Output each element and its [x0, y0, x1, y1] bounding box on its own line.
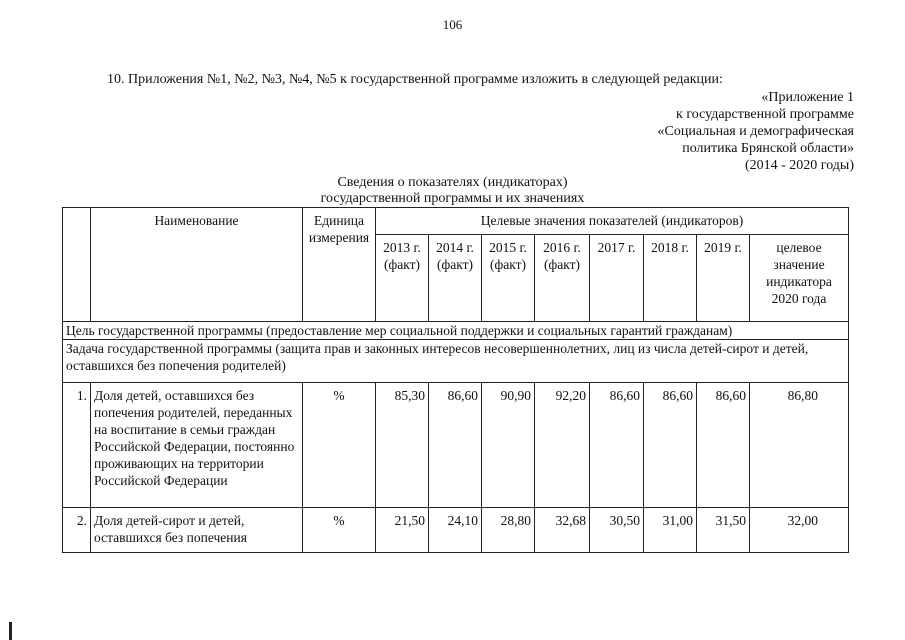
- table-row: [63, 508, 849, 553]
- program-task: Задача государственной программы (защита прав и законных интересов несовершеннолетних, лиц из числа детей-сирот и детей, оставшихся без попечения родителей): [63, 340, 849, 383]
- indicators-table: [62, 207, 849, 553]
- value-cell: 32,68: [535, 508, 590, 553]
- indicator-name: Доля детей-сирот и детей, оставшихся без попечения: [91, 508, 303, 553]
- value-cell: 85,30: [376, 383, 429, 508]
- header-row: [63, 208, 849, 235]
- target-value-cell: 32,00: [750, 508, 849, 553]
- task-row: [63, 340, 849, 383]
- header-target-2020: целевое значение индикатора 2020 года: [750, 235, 849, 322]
- value-cell: 92,20: [535, 383, 590, 508]
- page-number: 106: [442, 17, 463, 32]
- value-cell: 28,80: [482, 508, 535, 553]
- header-year: 2019 г.: [697, 235, 750, 322]
- indicator-unit: %: [303, 508, 376, 553]
- indicator-unit: %: [303, 383, 376, 508]
- value-cell: 86,60: [644, 383, 697, 508]
- header-year: 2013 г. (факт): [376, 235, 429, 322]
- header-year: 2018 г.: [644, 235, 697, 322]
- table-title: [0, 175, 905, 207]
- row-number: 1.: [63, 383, 91, 508]
- table-title-line: Сведения о показателях (индикаторах): [337, 175, 568, 190]
- appendix-header: [658, 89, 854, 174]
- table-title-line: государственной программы и их значениях: [320, 191, 585, 206]
- header-name: Наименование: [91, 208, 303, 322]
- value-cell: 24,10: [429, 508, 482, 553]
- indicator-name: Доля детей, оставшихся без попечения родителей, переданных на воспитание в семьи граждан Российской Федерации, постоянно проживающих на территории Российской Федерации: [91, 383, 303, 508]
- intro-paragraph: 10. Приложения №1, №2, №3, №4, №5 к государственной программе изложить в следующей редакции:: [107, 72, 723, 87]
- value-cell: 31,00: [644, 508, 697, 553]
- appendix-header-line: (2014 - 2020 годы): [744, 158, 854, 173]
- value-cell: 21,50: [376, 508, 429, 553]
- value-cell: 30,50: [590, 508, 644, 553]
- row-number: 2.: [63, 508, 91, 553]
- value-cell: 31,50: [697, 508, 750, 553]
- header-unit: Единица измерения: [303, 208, 376, 322]
- target-value-cell: 86,80: [750, 383, 849, 508]
- value-cell: 86,60: [697, 383, 750, 508]
- value-cell: 90,90: [482, 383, 535, 508]
- value-cell: 86,60: [429, 383, 482, 508]
- header-year: 2017 г.: [590, 235, 644, 322]
- header-target-values: Целевые значения показателей (индикаторов): [376, 208, 849, 235]
- goal-row: [63, 322, 849, 340]
- table-row: [63, 383, 849, 508]
- scan-edge-mark: [9, 622, 12, 640]
- appendix-header-line: «Социальная и демографическая: [657, 124, 854, 139]
- program-goal: Цель государственной программы (предоставление мер социальной поддержки и социальных гарантий гражданам): [63, 322, 849, 340]
- header-year: 2015 г. (факт): [482, 235, 535, 322]
- header-year: 2014 г. (факт): [429, 235, 482, 322]
- value-cell: 86,60: [590, 383, 644, 508]
- header-num-cell: [63, 208, 91, 322]
- appendix-header-line: «Приложение 1: [761, 90, 854, 105]
- appendix-header-line: политика Брянской области»: [682, 141, 854, 156]
- header-year: 2016 г. (факт): [535, 235, 590, 322]
- appendix-header-line: к государственной программе: [676, 107, 854, 122]
